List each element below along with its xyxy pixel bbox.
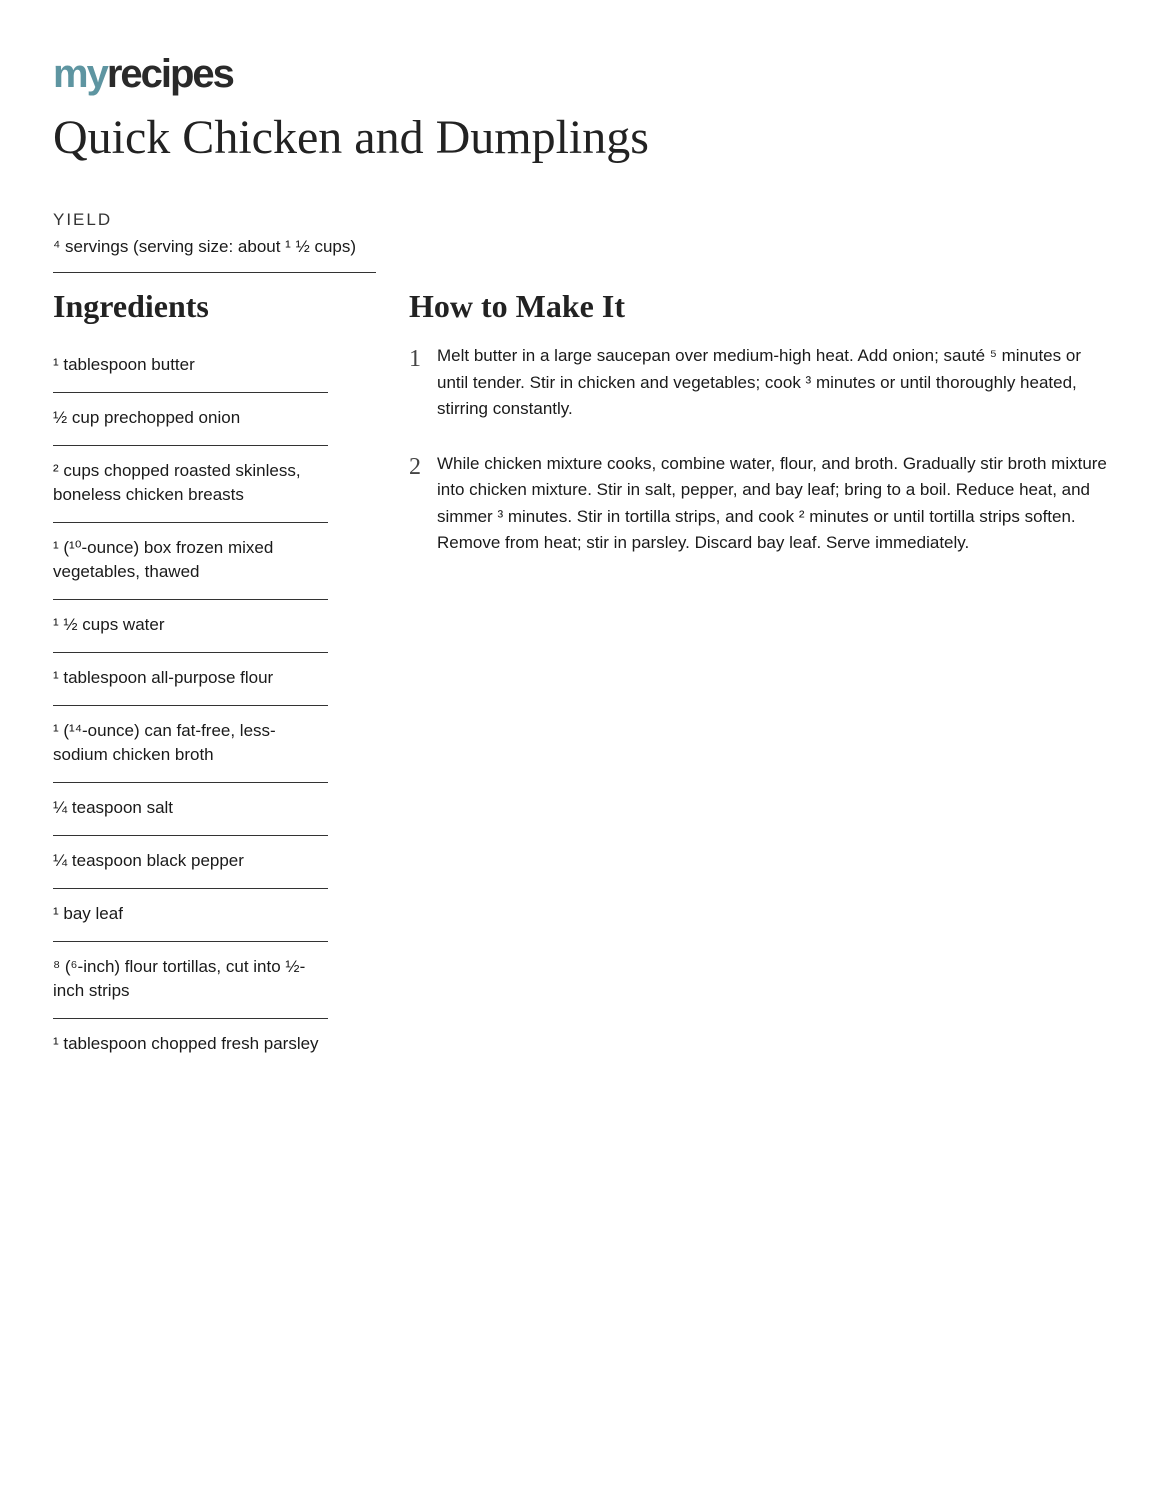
ingredient-item: ¹ tablespoon all-purpose flour [53,653,328,706]
myrecipes-logo[interactable] [53,52,1113,102]
step-text: Melt butter in a large saucepan over medium-high heat. Add onion; sauté ⁵ minutes or until tender. Stir in chicken and vegetables; cook ³ minutes or until thoroughly heated, stirring constantly. [437,346,1081,418]
directions-heading: How to Make It [409,288,625,324]
ingredient-item: ² cups chopped roasted skinless, boneless chicken breasts [53,446,328,523]
yield-label: YIELD [53,210,113,229]
ingredient-list [53,347,328,1071]
ingredient-item: ¹ ½ cups water [53,600,328,653]
step-number: 2 [409,453,421,480]
ingredient-item: ¹ tablespoon chopped fresh parsley [53,1034,319,1053]
ingredients-section [53,287,328,1071]
step-list [409,343,1109,557]
ingredient-item: ¹ tablespoon butter [53,347,328,393]
recipe-page [53,52,1113,1053]
ingredient-item: ½ cup prechopped onion [53,393,328,446]
ingredient-item: ¹ (¹⁴-ounce) can fat-free, less-sodium chicken broth [53,706,328,783]
direction-step [409,451,1109,557]
yield-value: ⁴ servings (serving size: about ¹ ½ cups) [53,237,357,256]
ingredient-item: ¹ bay leaf [53,889,328,942]
direction-step [409,343,1109,423]
ingredient-item: ¹ (¹⁰-ounce) box frozen mixed vegetables, thawed [53,523,328,600]
recipe-title: Quick Chicken and Dumplings [53,111,649,164]
directions-section [409,287,1109,585]
step-number: 1 [409,346,421,372]
ingredient-item: ¼ teaspoon salt [53,783,328,836]
ingredients-heading: Ingredients [53,288,209,324]
step-text: While chicken mixture cooks, combine water, flour, and broth. Gradually stir broth mixture into chicken mixture. Stir in salt, pepper, and bay leaf; bring to a boil. Reduce heat, and simmer ³ minutes. Stir in tortilla strips, and cook ² minutes or until tortilla strips soften. Remove from heat; stir in parsley. Discard bay leaf. Serve immediately. [437,453,1107,552]
ingredient-item: ¼ teaspoon black pepper [53,836,328,889]
logo-recipes-text: recipes [106,52,233,96]
logo-my-text: my [53,52,107,96]
ingredient-item: ⁸ (⁶-inch) flour tortillas, cut into ½-inch strips [53,942,328,1019]
yield-block [53,210,376,273]
